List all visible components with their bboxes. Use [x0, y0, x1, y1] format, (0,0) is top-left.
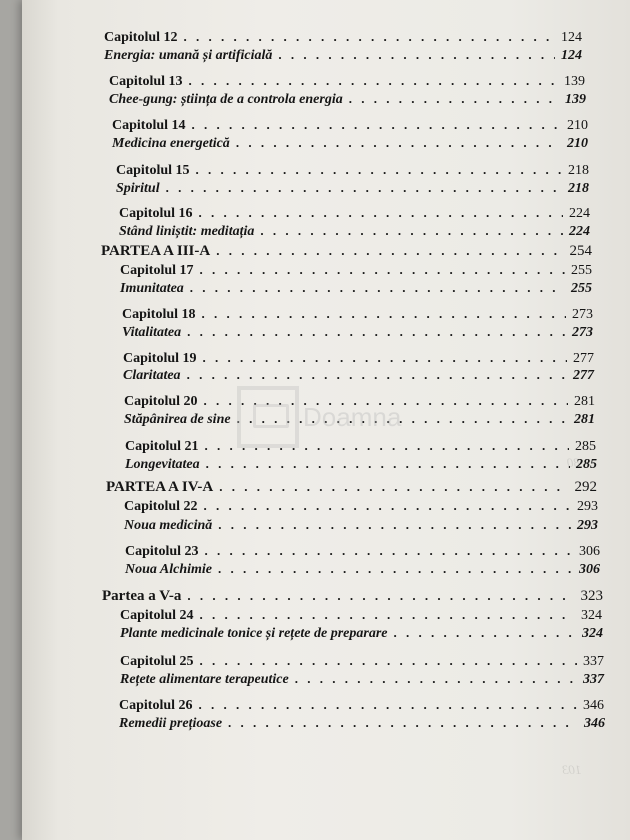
toc-entry-title: Noua medicină — [124, 518, 213, 533]
toc-page-number: 346 — [584, 716, 605, 731]
toc-page-number: 337 — [583, 672, 604, 687]
toc-entry-title: Remedii prețioase — [119, 716, 223, 731]
toc-entry-title: Stăpânirea de sine — [124, 412, 231, 427]
watermark-text: Doamna — [303, 401, 402, 432]
toc-chapter-row — [109, 73, 585, 90]
leader-dots — [218, 561, 573, 577]
watermark — [237, 377, 419, 457]
toc-page-number: 254 — [569, 243, 592, 259]
toc-title-row — [120, 280, 592, 297]
toc-entry-title: Capitolul 14 — [112, 118, 186, 133]
toc-entry-title: Stând liniștit: meditația — [119, 224, 255, 239]
leader-dots — [196, 162, 562, 178]
toc-entry-title: Chee-gung: știința de a controla energia — [109, 92, 343, 107]
toc-chapter-row — [120, 653, 604, 670]
toc-title-row — [125, 561, 600, 578]
toc-entry-title: Capitolul 21 — [125, 439, 199, 454]
leader-dots — [199, 697, 577, 713]
toc-page-number: 124 — [561, 30, 582, 45]
toc-title-row — [119, 223, 590, 240]
toc-entry-title: Capitolul 17 — [120, 263, 194, 278]
leader-dots — [203, 350, 567, 366]
toc-chapter-row — [125, 543, 600, 560]
leader-dots — [200, 653, 577, 669]
toc-entry-title: Energia: umană și artificială — [104, 48, 273, 63]
leader-dots — [349, 91, 559, 107]
toc-entry-title: Noua Alchimie — [125, 562, 212, 577]
leader-dots — [187, 324, 566, 340]
toc-title-row — [122, 324, 593, 341]
leader-dots — [199, 205, 563, 221]
toc-page-number: 293 — [577, 499, 598, 514]
toc-entry-title: Partea a V-a — [102, 588, 182, 604]
leader-dots — [166, 180, 562, 196]
toc-entry-title: PARTEA A III-A — [101, 243, 211, 259]
toc-page-number: 277 — [573, 351, 594, 366]
toc-page-number: 324 — [582, 626, 603, 641]
toc-entry-title: Medicina energetică — [112, 136, 230, 151]
toc-entry-title: Capitolul 18 — [122, 307, 196, 322]
toc-page-number: 210 — [567, 118, 588, 133]
toc-entry-title: Spiritul — [116, 181, 160, 196]
toc-page-number: 293 — [577, 518, 598, 533]
toc-page-number: 139 — [565, 92, 586, 107]
leader-dots — [218, 517, 571, 533]
leader-dots — [200, 262, 565, 278]
toc-page-number: 273 — [572, 325, 593, 340]
toc-title-row — [104, 47, 582, 64]
book-logo-icon — [237, 386, 299, 448]
toc-page-number: 273 — [572, 307, 593, 322]
toc-chapter-row — [123, 350, 594, 367]
toc-title-row — [124, 517, 598, 534]
leader-dots — [206, 456, 570, 472]
leader-dots — [184, 29, 555, 45]
leader-dots — [216, 243, 563, 259]
toc-title-row — [119, 715, 605, 732]
toc-page-number: 255 — [571, 281, 592, 296]
leader-dots — [228, 715, 578, 731]
toc-entry-title: Plante medicinale tonice și rețete de preparare — [120, 626, 388, 641]
leader-dots — [236, 135, 561, 151]
leader-dots — [219, 479, 568, 495]
toc-entry-title: Claritatea — [123, 368, 181, 383]
toc-chapter-row — [104, 29, 582, 46]
toc-entry-title: Capitolul 19 — [123, 351, 197, 366]
toc-page-number: 285 — [576, 457, 597, 472]
toc-page-number: 306 — [579, 544, 600, 559]
leader-dots — [278, 47, 555, 63]
toc-page-number: 285 — [575, 439, 596, 454]
toc-page-number: 224 — [569, 224, 590, 239]
toc-title-row — [120, 625, 603, 642]
toc-page-number: 277 — [573, 368, 594, 383]
toc-page-number: 255 — [571, 263, 592, 278]
leader-dots — [394, 625, 576, 641]
toc-page-number: 124 — [561, 48, 582, 63]
leader-dots — [190, 280, 565, 296]
toc-page-number: 337 — [583, 654, 604, 669]
toc-entry-title: Capitolul 24 — [120, 608, 194, 623]
toc-chapter-row — [119, 697, 604, 714]
leader-dots — [189, 73, 558, 89]
toc-title-row — [109, 91, 586, 108]
toc-entry-title: Capitolul 12 — [104, 30, 178, 45]
toc-entry-title: PARTEA A IV-A — [106, 479, 214, 495]
toc-chapter-row — [122, 306, 593, 323]
toc-entry-title: Capitolul 22 — [124, 499, 198, 514]
toc-page-number: 324 — [581, 608, 602, 623]
toc-page-number: 306 — [579, 562, 600, 577]
toc-page-number: 323 — [580, 588, 603, 604]
toc-page-number: 281 — [574, 394, 595, 409]
toc-page-number: 346 — [583, 698, 604, 713]
toc-entry-title: Capitolul 15 — [116, 163, 190, 178]
toc-entry-title: Capitolul 23 — [125, 544, 199, 559]
toc-entry-title: Imunitatea — [120, 281, 184, 296]
toc-page-number: 224 — [569, 206, 590, 221]
toc-page-number: 292 — [574, 479, 597, 495]
toc-chapter-row — [120, 262, 592, 279]
toc-page-number: 139 — [564, 74, 585, 89]
toc-entry-title: Capitolul 16 — [119, 206, 193, 221]
toc-chapter-row — [116, 162, 589, 179]
leader-dots — [260, 223, 563, 239]
toc-title-row — [125, 456, 597, 473]
leader-dots — [204, 498, 571, 514]
leader-dots — [200, 607, 575, 623]
toc-part-row — [102, 588, 603, 605]
toc-page-number: 281 — [574, 412, 595, 427]
toc-entry-title: Vitalitatea — [122, 325, 182, 340]
toc-chapter-row — [119, 205, 590, 222]
toc-title-row — [116, 180, 589, 197]
toc-page-number: 218 — [568, 181, 589, 196]
toc-chapter-row — [112, 117, 588, 134]
toc-title-row — [120, 671, 604, 688]
leader-dots — [295, 671, 577, 687]
toc-title-row — [112, 135, 588, 152]
toc-chapter-row — [124, 498, 598, 515]
toc-entry-title: Rețete alimentare terapeutice — [120, 672, 289, 687]
leader-dots — [205, 543, 573, 559]
leader-dots — [202, 306, 566, 322]
leader-dots — [192, 117, 561, 133]
toc-entry-title: Capitolul 26 — [119, 698, 193, 713]
toc-part-row — [106, 479, 597, 496]
toc-entry-title: Capitolul 25 — [120, 654, 194, 669]
toc-page-number: 210 — [567, 136, 588, 151]
toc-entry-title: Capitolul 20 — [124, 394, 198, 409]
toc-chapter-row — [120, 607, 602, 624]
toc-page-number: 218 — [568, 163, 589, 178]
toc-part-row — [101, 243, 592, 260]
leader-dots — [187, 588, 574, 604]
toc-entry-title: Longevitatea — [125, 457, 200, 472]
toc-entry-title: Capitolul 13 — [109, 74, 183, 89]
